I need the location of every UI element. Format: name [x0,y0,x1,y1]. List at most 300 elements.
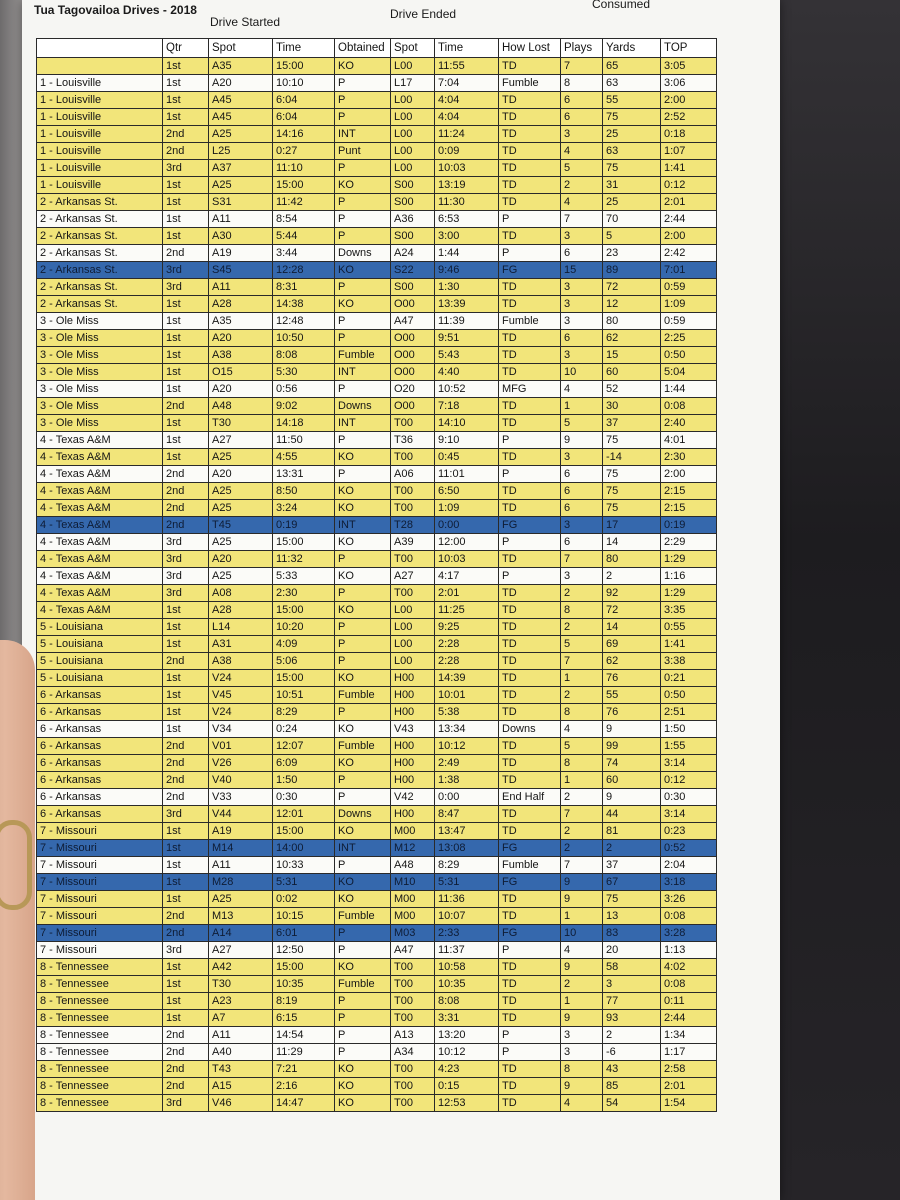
cell-end-time: 4:40 [435,364,499,381]
cell-how-lost: TD [499,330,561,347]
table-row [37,143,717,160]
cell-plays: 3 [561,126,603,143]
cell-end-spot: M10 [391,874,435,891]
table-row [37,959,717,976]
cell-obtained: INT [335,517,391,534]
cell-how-lost: TD [499,398,561,415]
cell-yards: 15 [603,347,661,364]
table-row [37,194,717,211]
cell-obtained: Punt [335,143,391,160]
cell-how-lost: TD [499,500,561,517]
cell-start-spot: A38 [209,347,273,364]
cell-plays: 2 [561,789,603,806]
cell-plays: 5 [561,738,603,755]
cell-game: 6 - Arkansas [37,772,163,789]
cell-start-spot: V33 [209,789,273,806]
cell-how-lost: P [499,432,561,449]
cell-obtained: P [335,75,391,92]
cell-how-lost: P [499,942,561,959]
cell-yards: 23 [603,245,661,262]
cell-obtained: P [335,772,391,789]
cell-quarter: 2nd [163,398,209,415]
table-row [37,908,717,925]
cell-game: 1 - Louisville [37,126,163,143]
cell-end-spot: A48 [391,857,435,874]
cell-plays: 8 [561,75,603,92]
cell-end-spot: L00 [391,160,435,177]
cell-game: 8 - Tennessee [37,959,163,976]
cell-top: 4:01 [661,432,717,449]
cell-start-time: 5:33 [273,568,335,585]
cell-how-lost: Fumble [499,75,561,92]
cell-quarter: 1st [163,364,209,381]
cell-top: 0:21 [661,670,717,687]
cell-how-lost: TD [499,126,561,143]
cell-quarter: 1st [163,959,209,976]
cell-start-spot: V44 [209,806,273,823]
cell-end-time: 10:03 [435,160,499,177]
cell-quarter: 1st [163,194,209,211]
cell-start-time: 10:33 [273,857,335,874]
cell-game: 8 - Tennessee [37,1095,163,1112]
cell-how-lost: TD [499,636,561,653]
cell-end-time: 11:55 [435,58,499,75]
cell-quarter: 1st [163,619,209,636]
cell-top: 3:18 [661,874,717,891]
cell-plays: 7 [561,58,603,75]
cell-start-spot: V40 [209,772,273,789]
cell-start-time: 2:16 [273,1078,335,1095]
cell-end-time: 13:34 [435,721,499,738]
cell-end-time: 13:08 [435,840,499,857]
cell-obtained: Fumble [335,908,391,925]
table-row [37,1078,717,1095]
cell-end-spot: S00 [391,279,435,296]
cell-plays: 1 [561,398,603,415]
cell-plays: 9 [561,891,603,908]
cell-end-spot: V43 [391,721,435,738]
cell-end-spot: L00 [391,653,435,670]
cell-start-time: 1:50 [273,772,335,789]
table-row [37,840,717,857]
cell-start-time: 11:29 [273,1044,335,1061]
cell-how-lost: P [499,1044,561,1061]
cell-how-lost: End Half [499,789,561,806]
cell-quarter: 3rd [163,942,209,959]
cell-start-spot: M14 [209,840,273,857]
cell-how-lost: TD [499,364,561,381]
cell-plays: 2 [561,823,603,840]
cell-obtained: P [335,313,391,330]
cell-start-spot: S31 [209,194,273,211]
cell-game: 8 - Tennessee [37,976,163,993]
cell-start-spot: A20 [209,466,273,483]
cell-obtained: KO [335,670,391,687]
cell-start-spot: L14 [209,619,273,636]
cell-top: 0:50 [661,347,717,364]
cell-top: 0:11 [661,993,717,1010]
cell-game: 3 - Ole Miss [37,415,163,432]
cell-end-spot: A36 [391,211,435,228]
cell-start-time: 15:00 [273,670,335,687]
table-row [37,653,717,670]
cell-how-lost: TD [499,296,561,313]
cell-how-lost: TD [499,823,561,840]
cell-end-spot: O20 [391,381,435,398]
cell-yards: 83 [603,925,661,942]
cell-start-time: 0:30 [273,789,335,806]
cell-start-time: 4:55 [273,449,335,466]
cell-plays: 6 [561,330,603,347]
cell-end-time: 11:36 [435,891,499,908]
cell-game: 8 - Tennessee [37,1061,163,1078]
cell-end-time: 8:47 [435,806,499,823]
cell-obtained: P [335,704,391,721]
cell-end-time: 0:45 [435,449,499,466]
cell-quarter: 1st [163,721,209,738]
cell-game: 4 - Texas A&M [37,551,163,568]
cell-game: 6 - Arkansas [37,755,163,772]
cell-start-time: 8:19 [273,993,335,1010]
cell-yards: 80 [603,551,661,568]
cell-end-time: 11:37 [435,942,499,959]
cell-quarter: 3rd [163,534,209,551]
cell-game: 1 - Louisville [37,109,163,126]
cell-yards: 75 [603,891,661,908]
cell-start-spot: V46 [209,1095,273,1112]
cell-yards: 75 [603,466,661,483]
cell-start-time: 6:09 [273,755,335,772]
cell-top: 1:50 [661,721,717,738]
cell-yards: 75 [603,160,661,177]
cell-obtained: P [335,1044,391,1061]
cell-start-time: 5:06 [273,653,335,670]
table-row [37,415,717,432]
cell-end-spot: T00 [391,415,435,432]
cell-top: 3:14 [661,806,717,823]
cell-end-spot: A06 [391,466,435,483]
cell-top: 1:13 [661,942,717,959]
cell-yards: 80 [603,313,661,330]
cell-end-time: 2:01 [435,585,499,602]
table-row [37,789,717,806]
cell-yards: 43 [603,1061,661,1078]
cell-top: 3:28 [661,925,717,942]
cell-start-time: 8:29 [273,704,335,721]
cell-game: 4 - Texas A&M [37,432,163,449]
cell-start-spot: O15 [209,364,273,381]
cell-end-spot: M00 [391,908,435,925]
cell-end-spot: L00 [391,92,435,109]
cell-plays: 4 [561,721,603,738]
cell-start-spot: T30 [209,976,273,993]
cell-obtained: P [335,1027,391,1044]
cell-obtained: KO [335,1078,391,1095]
cell-end-spot: T00 [391,551,435,568]
cell-top: 5:04 [661,364,717,381]
cell-yards: 60 [603,364,661,381]
cell-top: 3:38 [661,653,717,670]
cell-top: 2:42 [661,245,717,262]
cell-end-time: 6:53 [435,211,499,228]
cell-top: 2:44 [661,211,717,228]
cell-game: 8 - Tennessee [37,1044,163,1061]
table-row [37,636,717,653]
cell-plays: 3 [561,279,603,296]
cell-start-time: 10:35 [273,976,335,993]
cell-plays: 10 [561,364,603,381]
cell-obtained: Downs [335,245,391,262]
cell-game: 7 - Missouri [37,942,163,959]
cell-how-lost: FG [499,925,561,942]
cell-start-time: 15:00 [273,602,335,619]
cell-end-spot: H00 [391,670,435,687]
cell-top: 3:35 [661,602,717,619]
cell-quarter: 2nd [163,466,209,483]
cell-game: 6 - Arkansas [37,738,163,755]
cell-how-lost: TD [499,738,561,755]
cell-start-time: 0:19 [273,517,335,534]
cell-obtained: P [335,160,391,177]
table-row [37,942,717,959]
cell-end-time: 10:07 [435,908,499,925]
cell-start-spot: A45 [209,109,273,126]
hand [0,640,35,1200]
cell-how-lost: P [499,534,561,551]
cell-obtained: P [335,551,391,568]
cell-start-time: 10:51 [273,687,335,704]
cell-top: 0:55 [661,619,717,636]
table-row [37,704,717,721]
cell-plays: 6 [561,466,603,483]
cell-how-lost: FG [499,840,561,857]
cell-plays: 7 [561,806,603,823]
cell-start-spot: L25 [209,143,273,160]
cell-obtained: KO [335,959,391,976]
printed-sheet [22,0,780,1200]
cell-how-lost: TD [499,704,561,721]
table-row [37,364,717,381]
cell-start-time: 15:00 [273,58,335,75]
cell-game: 5 - Louisiana [37,670,163,687]
cell-end-spot: M00 [391,891,435,908]
table-row [37,891,717,908]
cell-game: 5 - Louisiana [37,636,163,653]
table-row [37,245,717,262]
cell-yards: 25 [603,126,661,143]
cell-yards: 58 [603,959,661,976]
cell-top: 4:02 [661,959,717,976]
cell-obtained: P [335,636,391,653]
cell-start-time: 11:50 [273,432,335,449]
cell-game: 3 - Ole Miss [37,313,163,330]
cell-start-spot: A25 [209,891,273,908]
cell-start-time: 2:30 [273,585,335,602]
cell-end-time: 13:20 [435,1027,499,1044]
table-row [37,568,717,585]
cell-yards: 5 [603,228,661,245]
cell-quarter: 2nd [163,1027,209,1044]
cell-end-spot: T00 [391,1095,435,1112]
cell-yards: 72 [603,279,661,296]
cell-quarter: 3rd [163,279,209,296]
cell-start-time: 12:48 [273,313,335,330]
cell-start-time: 15:00 [273,959,335,976]
table-row [37,585,717,602]
cell-start-spot: A45 [209,92,273,109]
cell-plays: 4 [561,381,603,398]
cell-quarter: 3rd [163,262,209,279]
cell-plays: 7 [561,551,603,568]
cell-top: 0:18 [661,126,717,143]
cell-end-time: 10:03 [435,551,499,568]
cell-start-time: 8:31 [273,279,335,296]
cell-end-time: 1:30 [435,279,499,296]
cell-end-time: 5:38 [435,704,499,721]
cell-quarter: 1st [163,840,209,857]
cell-start-time: 0:24 [273,721,335,738]
cell-obtained: P [335,925,391,942]
cell-end-time: 1:09 [435,500,499,517]
cell-quarter: 1st [163,993,209,1010]
cell-start-spot: A42 [209,959,273,976]
cell-start-spot: A38 [209,653,273,670]
cell-start-spot: A7 [209,1010,273,1027]
cell-game: 3 - Ole Miss [37,381,163,398]
cell-how-lost: TD [499,449,561,466]
cell-top: 0:12 [661,772,717,789]
cell-plays: 7 [561,653,603,670]
cell-how-lost: TD [499,993,561,1010]
cell-obtained: P [335,942,391,959]
cell-obtained: KO [335,874,391,891]
cell-plays: 8 [561,755,603,772]
cell-game: 2 - Arkansas St. [37,245,163,262]
table-row [37,296,717,313]
table-row [37,602,717,619]
cell-end-spot: S00 [391,177,435,194]
cell-quarter: 1st [163,330,209,347]
cell-how-lost: TD [499,279,561,296]
cell-how-lost: TD [499,670,561,687]
cell-start-time: 6:01 [273,925,335,942]
table-row [37,772,717,789]
cell-plays: 3 [561,1027,603,1044]
cell-how-lost: TD [499,551,561,568]
cell-how-lost: TD [499,58,561,75]
cell-start-time: 7:21 [273,1061,335,1078]
cell-start-spot: A11 [209,211,273,228]
cell-end-spot: A27 [391,568,435,585]
cell-top: 0:08 [661,908,717,925]
cell-game: 5 - Louisiana [37,619,163,636]
cell-end-time: 14:39 [435,670,499,687]
cell-top: 0:52 [661,840,717,857]
cell-obtained: KO [335,262,391,279]
cell-obtained: P [335,92,391,109]
cell-top: 2:52 [661,109,717,126]
cell-start-spot: V34 [209,721,273,738]
table-row [37,755,717,772]
cell-start-time: 10:50 [273,330,335,347]
cell-how-lost: P [499,211,561,228]
cell-quarter: 2nd [163,925,209,942]
cell-game: 6 - Arkansas [37,789,163,806]
cell-yards: 13 [603,908,661,925]
table-row [37,381,717,398]
cell-plays: 4 [561,143,603,160]
cell-quarter: 2nd [163,755,209,772]
cell-start-time: 11:10 [273,160,335,177]
cell-end-time: 4:23 [435,1061,499,1078]
cell-quarter: 3rd [163,568,209,585]
cell-quarter: 1st [163,636,209,653]
cell-end-spot: T00 [391,959,435,976]
cell-obtained: KO [335,755,391,772]
cell-start-spot: V01 [209,738,273,755]
cell-game: 4 - Texas A&M [37,517,163,534]
cell-top: 3:14 [661,755,717,772]
cell-yards: 76 [603,704,661,721]
cell-start-spot: V24 [209,670,273,687]
cell-quarter: 1st [163,602,209,619]
cell-end-spot: L17 [391,75,435,92]
cell-start-spot: A25 [209,177,273,194]
cell-obtained: KO [335,602,391,619]
cell-obtained: KO [335,721,391,738]
cell-start-time: 8:54 [273,211,335,228]
cell-obtained: KO [335,534,391,551]
cell-quarter: 1st [163,449,209,466]
cell-how-lost: TD [499,619,561,636]
cell-end-spot: L00 [391,109,435,126]
cell-start-time: 6:04 [273,109,335,126]
cell-obtained: KO [335,568,391,585]
cell-how-lost: TD [499,653,561,670]
cell-yards: 3 [603,976,661,993]
cell-start-time: 10:10 [273,75,335,92]
cell-start-spot: A25 [209,126,273,143]
table-row [37,262,717,279]
cell-start-spot: T43 [209,1061,273,1078]
cell-end-time: 2:28 [435,636,499,653]
cell-top: 2:15 [661,500,717,517]
cell-game: 1 - Louisville [37,177,163,194]
cell-game: 2 - Arkansas St. [37,228,163,245]
cell-obtained: P [335,585,391,602]
cell-how-lost: TD [499,92,561,109]
cell-quarter: 2nd [163,1044,209,1061]
cell-how-lost: TD [499,1010,561,1027]
cell-end-spot: H00 [391,704,435,721]
cell-end-time: 11:25 [435,602,499,619]
cell-yards: 20 [603,942,661,959]
cell-start-spot: A27 [209,942,273,959]
cell-plays: 10 [561,925,603,942]
cell-top: 2:00 [661,228,717,245]
cell-yards: -6 [603,1044,661,1061]
cell-how-lost: Fumble [499,313,561,330]
cell-yards: 37 [603,857,661,874]
cell-end-spot: T00 [391,976,435,993]
cell-start-time: 12:28 [273,262,335,279]
cell-quarter: 1st [163,891,209,908]
cell-obtained: KO [335,296,391,313]
cell-obtained: INT [335,364,391,381]
cell-quarter: 2nd [163,517,209,534]
cell-end-spot: L00 [391,126,435,143]
cell-how-lost: TD [499,755,561,772]
